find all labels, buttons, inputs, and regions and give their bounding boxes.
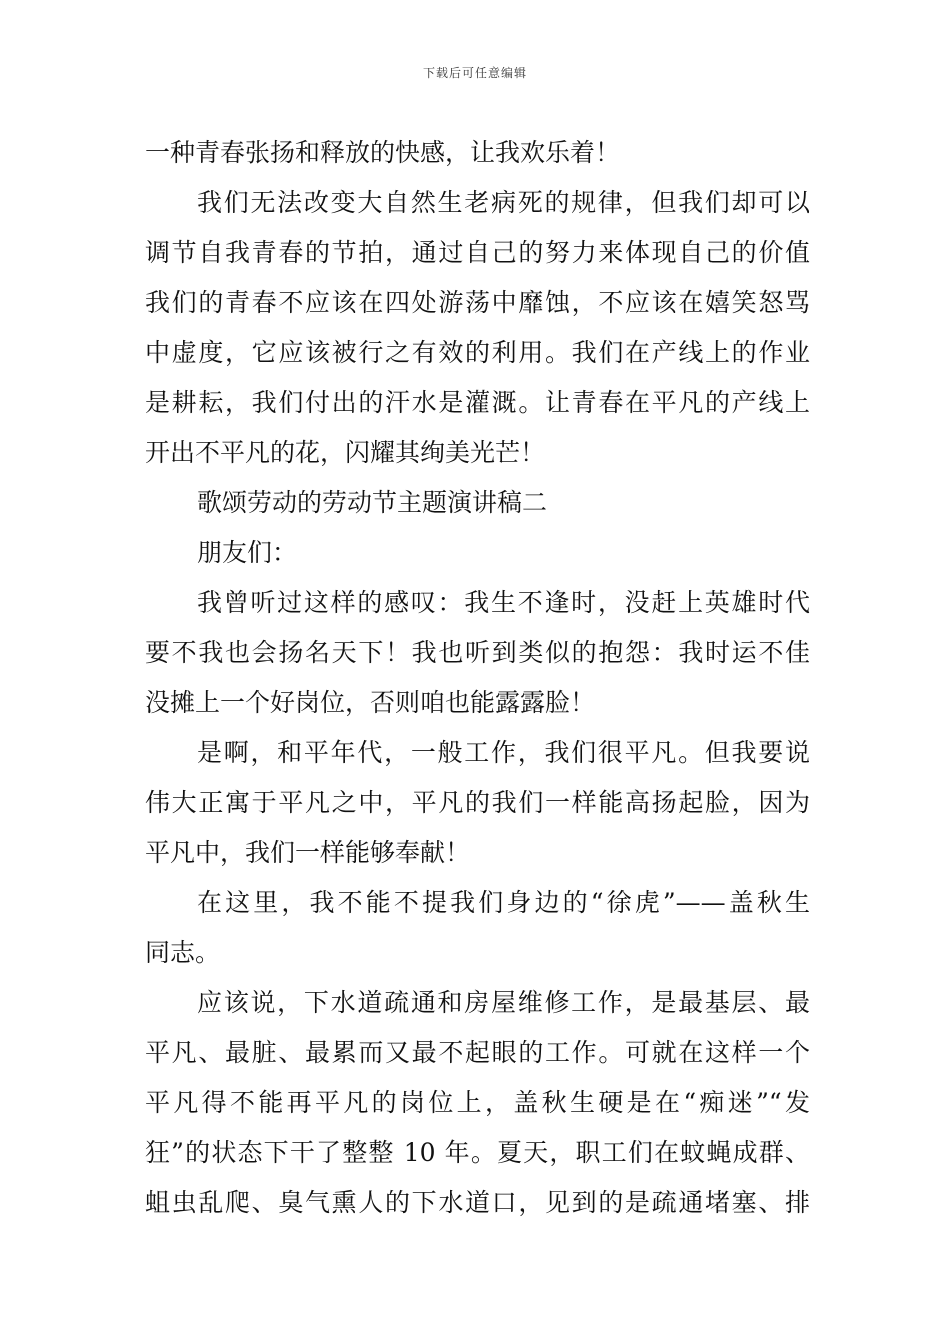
body-line: 狂”的状态下干了整整 10 年。夏天，职工们在蚊蝇成群、 bbox=[145, 1138, 810, 1167]
document-body bbox=[145, 128, 810, 1228]
salutation: 朋友们： bbox=[197, 538, 298, 567]
body-line: 调节自我青春的节拍，通过自己的努力来体现自己的价值 bbox=[145, 238, 810, 267]
body-line: 平凡得不能再平凡的岗位上，盖秋生硬是在“痴迷”“发 bbox=[145, 1088, 810, 1117]
body-line: 我们无法改变大自然生老病死的规律，但我们却可以 bbox=[197, 188, 810, 217]
body-line: 同志。 bbox=[145, 938, 221, 967]
body-line: 在这里，我不能不提我们身边的“徐虎”——盖秋生 bbox=[197, 888, 810, 917]
body-line: 平凡、最脏、最累而又最不起眼的工作。可就在这样一个 bbox=[145, 1038, 810, 1067]
page-header-note: 下载后可任意编辑 bbox=[422, 66, 527, 80]
body-line: 我曾听过这样的感叹：我生不逢时，没赶上英雄时代 bbox=[197, 588, 810, 617]
body-line: 伟大正寓于平凡之中，平凡的我们一样能高扬起脸，因为 bbox=[145, 788, 810, 817]
body-line: 应该说，下水道疏通和房屋维修工作，是最基层、最 bbox=[197, 988, 810, 1017]
body-line: 平凡中，我们一样能够奉献！ bbox=[145, 838, 471, 867]
body-line: 蛆虫乱爬、臭气熏人的下水道口，见到的是疏通堵塞、排 bbox=[145, 1188, 810, 1217]
section-title: 歌颂劳动的劳动节主题演讲稿二 bbox=[197, 488, 548, 517]
body-line: 没摊上一个好岗位，否则咱也能露露脸！ bbox=[145, 688, 596, 717]
body-line: 是耕耘，我们付出的汗水是灌溉。让青春在平凡的产线上 bbox=[145, 388, 810, 417]
body-line: 我们的青春不应该在四处游荡中靡蚀，不应该在嬉笑怒骂 bbox=[145, 288, 810, 317]
body-line: 要不我也会扬名天下！我也听到类似的抱怨：我时运不佳 bbox=[145, 638, 810, 667]
body-line: 一种青春张扬和释放的快感，让我欢乐着！ bbox=[145, 138, 621, 167]
body-line: 是啊，和平年代，一般工作，我们很平凡。但我要说 bbox=[197, 738, 810, 767]
body-line: 开出不平凡的花，闪耀其绚美光芒！ bbox=[145, 438, 546, 467]
body-line: 中虚度，它应该被行之有效的利用。我们在产线上的作业 bbox=[145, 338, 810, 367]
